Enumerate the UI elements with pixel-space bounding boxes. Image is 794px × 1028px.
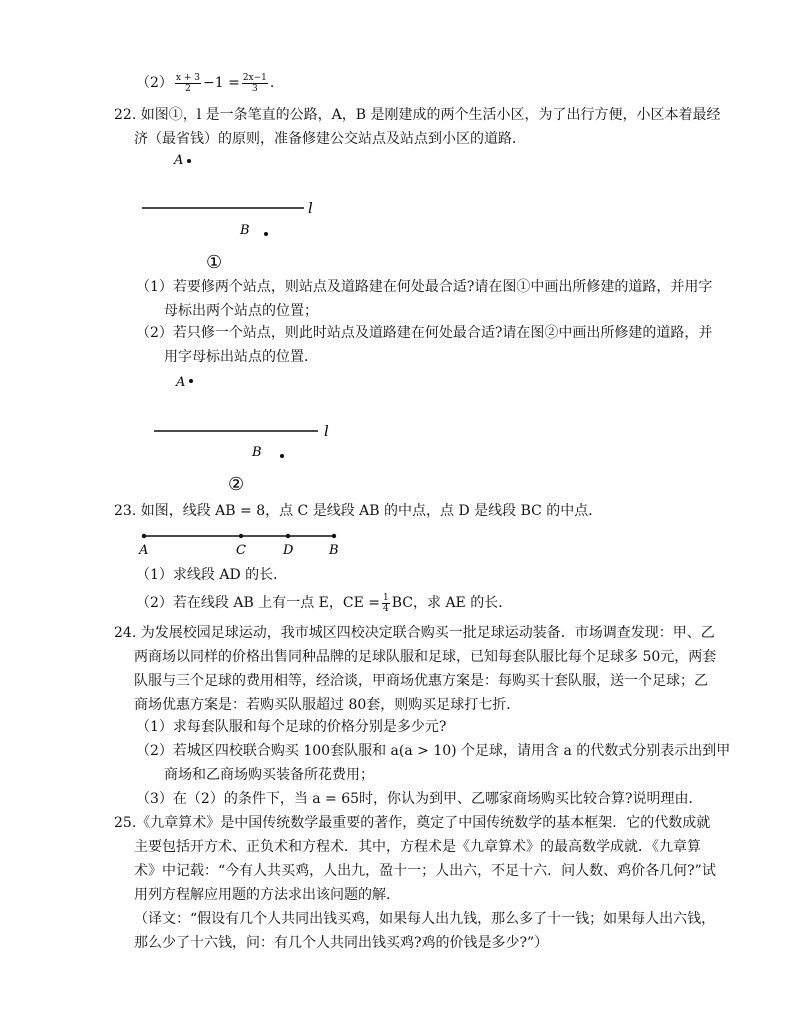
point-a-label: A [139, 543, 149, 558]
fraction-quarter [382, 593, 390, 614]
point-d-label: D [283, 543, 294, 558]
fig1-point-b-dot [264, 232, 268, 236]
q23-sub2-post: BC，求 AE 的长． [391, 595, 513, 611]
q25-line4: 用列方程解应用题的方法求出该问题的解． [134, 887, 400, 903]
q21-sub2-label: （2） [136, 75, 173, 91]
q21-sub2-end: . [269, 75, 275, 91]
q23-segment-figure [134, 526, 354, 558]
fig2-line-label: l [324, 422, 329, 440]
q24-sub1: （1）求每套队服和每个足球的价格分别是多少元? [136, 719, 447, 735]
point-d-dot [286, 534, 290, 538]
q23-stem: 23. 如图，线段 AB = 8，点 C 是线段 AB 的中点，点 D 是线段 BC 的中点． [114, 503, 603, 519]
q24-line3: 队服与三个足球的费用相等，经洽谈，甲商场优惠方案是：每购买十套队服，送一个足球；乙 [134, 673, 708, 689]
fig1-line-label: l [308, 199, 313, 217]
point-c-label: C [236, 543, 246, 558]
q23-sub1: （1）求线段 AD 的长． [136, 567, 288, 583]
q25-translation-line1: （译文：“假设有几个人共同出钱买鸡，如果每人出九钱，那么多了十一钱；如果每人出六钱， [134, 911, 716, 927]
q25-line2: 主要包括开方术、正负术和方程术．其中，方程术是《九章算术》的最高数学成就．《九章算 [134, 839, 701, 855]
point-b-label: B [329, 543, 339, 558]
fig1-point-b-label: B [240, 223, 250, 238]
fig1-caption: ① [206, 252, 223, 273]
fig2-point-b-label: B [252, 445, 262, 460]
fraction-1-numerator: x + 3 [175, 72, 200, 83]
q25-translation-line2: 那么少了十六钱，问：有几个人共同出钱买鸡?鸡的价钱是多少?”） [134, 935, 549, 951]
fraction-quarter-numerator: 1 [383, 592, 389, 603]
fraction-quarter-denominator: 4 [383, 603, 389, 614]
q21-sub2 [136, 72, 274, 94]
fig2-point-a-dot [189, 379, 193, 383]
fraction-1-denominator: 2 [185, 83, 191, 94]
q22-figure-1 [134, 148, 374, 273]
q22-sub2-line1: （2）若只修一个站点，则此时站点及道路建在何处最合适?请在图②中画出所修建的道路，并 [136, 325, 713, 341]
q22-sub1-line2: 母标出两个站点的位置； [164, 303, 318, 319]
q22-figure-2 [148, 370, 388, 495]
q22-stem-line2: 济（最省钱）的原则，准备修建公交站点及站点到小区的道路． [134, 131, 526, 147]
fraction-2-denominator: 3 [252, 83, 258, 94]
fig1-point-a-dot [187, 159, 191, 163]
q24-sub2-line2: 商场和乙商场购买装备所花费用； [164, 767, 374, 783]
q24-sub3: （3）在（2）的条件下，当 a = 65时，你认为到甲、乙哪家商场购买比较合算?说明理由． [136, 791, 703, 807]
q22-sub1-line1: （1）若要修两个站点，则站点及道路建在何处最合适?请在图①中画出所修建的道路，并用字 [136, 279, 713, 295]
point-b-dot [332, 534, 336, 538]
q24-line1: 24. 为发展校园足球运动，我市城区四校决定联合购买一批足球运动装备．市场调查发现：甲、乙 [114, 625, 715, 641]
point-c-dot [239, 534, 243, 538]
q25-line3: 术》中记载：“今有人共买鸡，人出九，盈十一；人出六，不足十六．问人数、鸡价各几何?”试 [134, 863, 716, 879]
fig2-caption: ② [228, 474, 245, 495]
q23-sub2-pre: （2）若在线段 AB 上有一点 E，CE = [136, 595, 380, 611]
fig1-point-a-label: A [174, 153, 184, 168]
q24-sub2-line1: （2）若城区四校联合购买 100套队服和 a(a > 10) 个足球，请用含 a 的代数式分别表示出到甲 [136, 743, 731, 759]
q21-sub2-mid: −1 = [203, 75, 240, 91]
q22-stem-line1: 22. 如图①，l 是一条笔直的公路，A，B 是刚建成的两个生活小区，为了出行方便，小区本着最经 [114, 107, 721, 123]
q24-line2: 两商场以同样的价格出售同种品牌的足球队服和足球，已知每套队服比每个足球多 50元，两套 [134, 649, 717, 665]
q22-sub2-line2: 用字母标出站点的位置． [164, 349, 318, 365]
fig2-point-a-label: A [176, 375, 186, 390]
q25-line1: 25.《九章算术》是中国传统数学最重要的著作，奠定了中国传统数学的基本框架．它的代数成就 [114, 815, 711, 831]
point-a-dot [142, 534, 146, 538]
fraction-1 [175, 73, 201, 94]
q24-line4: 商场优惠方案是：若购买队服超过 80套，则购买足球打七折． [134, 697, 521, 713]
fig2-point-b-dot [280, 454, 284, 458]
fraction-2 [242, 73, 268, 94]
q23-sub2 [136, 592, 512, 614]
fraction-2-numerator: 2x−1 [242, 72, 267, 83]
